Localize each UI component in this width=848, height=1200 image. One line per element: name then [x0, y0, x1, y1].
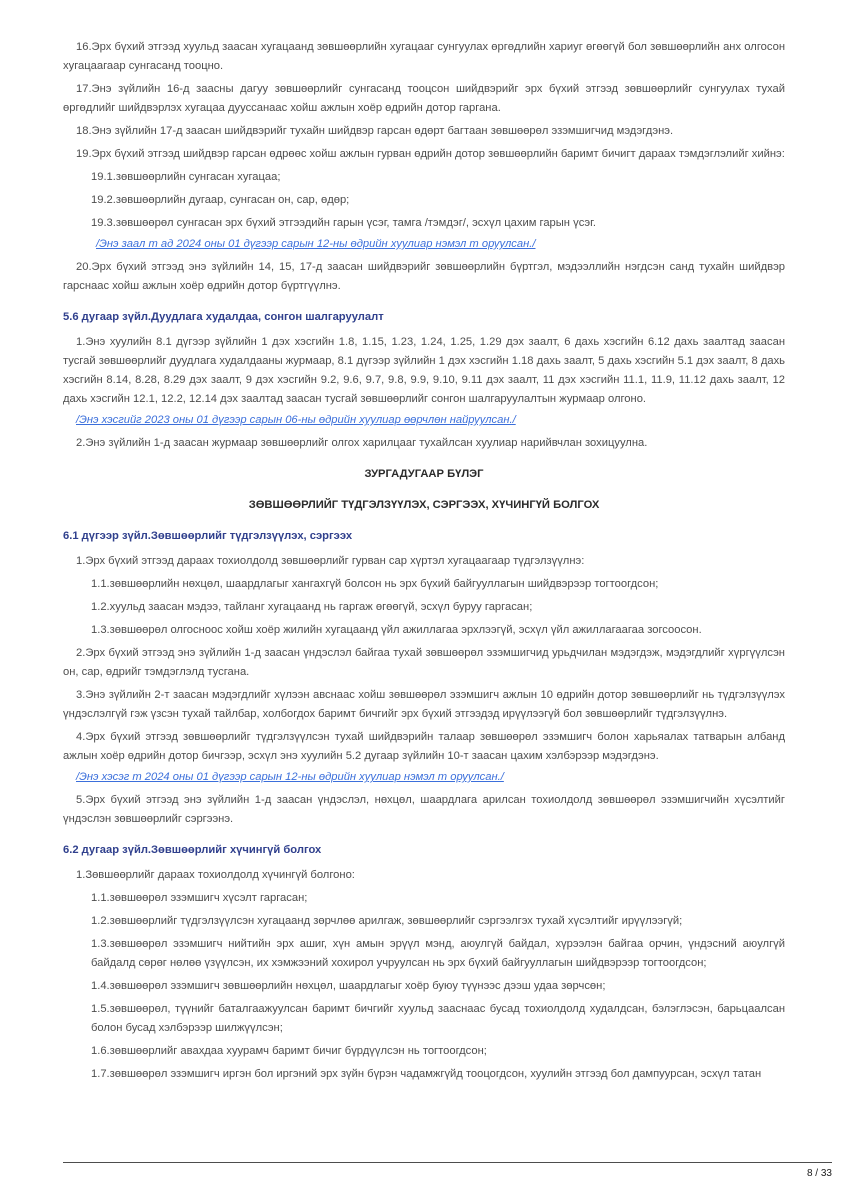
page-footer	[63, 1162, 832, 1181]
amendment-note-19-3[interactable]: /Энэ заал т ад 2024 оны 01 дүгээр сарын 12-ны өдрийн хуулиар нэмэл т оруулсан./	[96, 238, 536, 250]
subitem-6-2-1-2: 1.2.зөвшөөрлийг түдгэлзүүлсэн хугацаанд зөрчлөө арилгаж, зөвшөөрлийг сэргээлгэх тухай хүсэлтийг ирүүлээгүй;	[91, 915, 683, 927]
paragraph-6-1-3: 3.Энэ зүйлийн 2-т заасан мэдэгдлийг хүлээн авснаас хойш зөвшөөрөл эзэмшигч ажлын 10 өдрийн дотор зөвшөөрлийг нь түдгэлзүүлэх үндэслэлгүй гэж үзсэн тухай тайлбар, холбогдох баримт бичгийг эрх бүхий этгээдэд ирүүлээгүй бол зөвшөөрлийг түдгэлзүүлнэ.	[63, 689, 785, 720]
section-heading-5-6: 5.6 дугаар зүйл.Дуудлага худалдаа, сонгон шалгаруулалт	[63, 311, 384, 323]
amendment-note-6-1-4[interactable]: /Энэ хэсэг т 2024 оны 01 дүгээр сарын 12-ны өдрийн хуулиар нэмэл т оруулсан./	[76, 771, 504, 783]
page-number: 8 / 33	[806, 1168, 832, 1179]
subitem-6-1-1-3: 1.3.зөвшөөрөл олгосноос хойш хоёр жилийн хугацаанд үйл ажиллагаа эрхлээгүй, эсхүл үйл ажиллагаагаа зогсоосон.	[91, 624, 702, 636]
subitem-19-3: 19.3.зөвшөөрөл сунгасан эрх бүхий этгээдийн гарын үсэг, тамга /тэмдэг/, эсхүл цахим гарын үсэг.	[91, 217, 596, 229]
subitem-6-1-1-2: 1.2.хуульд заасан мэдээ, тайланг хугацаанд нь гаргаж өгөөгүй, эсхүл буруу гаргасан;	[91, 601, 533, 613]
paragraph-6-1-2: 2.Эрх бүхий этгээд энэ зүйлийн 1-д заасан үндэслэл байгаа тухай зөвшөөрөл эзэмшигчид урьдчилан мэдэгдэж, мэдэгдлийг хүргүүлсэн он, сар, өдрийг тэмдэглэлд тусгана.	[63, 647, 785, 678]
subitem-19-1: 19.1.зөвшөөрлийн сунгасан хугацаа;	[91, 171, 281, 183]
subitem-19-2: 19.2.зөвшөөрлийн дугаар, сунгасан он, сар, өдөр;	[91, 194, 350, 206]
subitem-6-2-1-7: 1.7.зөвшөөрөл эзэмшигч иргэн бол иргэний эрх зүйн бүрэн чадамжгүйд тооцогдсон, хуулийн этгээд бол дампуурсан, эсхүл татан	[91, 1068, 762, 1080]
paragraph-5-6-2: 2.Энэ зүйлийн 1-д заасан журмаар зөвшөөрлийг олгох харилцааг тухайлсан хуулиар нарийвчлан зохицуулна.	[76, 437, 648, 449]
subitem-6-2-1-5: 1.5.зөвшөөрөл, түүнийг баталгаажуулсан баримт бичгийг хуульд зааснаас бусад тохиолдолд худалдсан, бэлэглэсэн, барьцаалсан болон бусад хэлбэрээр шилжүүлсэн;	[91, 1003, 785, 1034]
paragraph-6-1-4: 4.Эрх бүхий этгээд зөвшөөрлийг түдгэлзүүлсэн тухай шийдвэрийн талаар зөвшөөрөл эзэмшигч болон харьяалах татварын албанд ажлын хоёр өдрийн дотор бичгээр, эсхүл энэ хуулийн 5.2 дугаар зүйлийн 10-т заасан цахим хэлбэрээр мэдэгдэнэ.	[63, 731, 785, 762]
paragraph-6-1-5: 5.Эрх бүхий этгээд энэ зүйлийн 1-д заасан үндэслэл, нөхцөл, шаардлага арилсан тохиолдолд зөвшөөрөл эзэмшигчийн хүсэлтийг үндэслэн зөвшөөрлийг сэргээнэ.	[63, 794, 785, 825]
section-heading-6-1: 6.1 дүгээр зүйл.Зөвшөөрлийг түдгэлзүүлэх, сэргээх	[63, 530, 353, 542]
paragraph-19: 19.Эрх бүхий этгээд шийдвэр гарсан өдрөөс хойш ажлын гурван өдрийн дотор зөвшөөрлийн баримт бичигт дараах тэмдэглэлийг хийнэ:	[76, 148, 785, 160]
amendment-note-5-6-1[interactable]: /Энэ хэсгийг 2023 оны 01 дүгээр сарын 06-ны өдрийн хуулиар өөрчлөн найруулсан./	[76, 414, 516, 426]
paragraph-20: 20.Эрх бүхий этгээд энэ зүйлийн 14, 15, 17-д заасан шийдвэрийг зөвшөөрлийн бүртгэл, мэдээллийн нэгдсэн санд тухайн шийдвэр гарснаас хойш ажлын хоёр өдрийн дотор бүртгүүлнэ.	[63, 261, 785, 292]
paragraph-6-1-1: 1.Эрх бүхий этгээд дараах тохиолдолд зөвшөөрлийг гурван сар хүртэл хугацаагаар түдгэлзүүлнэ:	[76, 555, 585, 567]
paragraph-17: 17.Энэ зүйлийн 16-д заасны дагуу зөвшөөрлийг сунгасанд тооцсон шийдвэрийг эрх бүхий этгээд зөвшөөрлийг сунгуулах тухай өргөдлийг шийдвэрлэх хугацаа дууссанаас хойш ажлын хоёр өдрийн дотор гаргана.	[63, 83, 785, 114]
subitem-6-2-1-1: 1.1.зөвшөөрөл эзэмшигч хүсэлт гаргасан;	[91, 892, 308, 904]
subitem-6-2-1-6: 1.6.зөвшөөрлийг авахдаа хуурамч баримт бичиг бүрдүүлсэн нь тогтоогдсон;	[91, 1045, 487, 1057]
paragraph-18: 18.Энэ зүйлийн 17-д заасан шийдвэрийг тухайн шийдвэр гарсан өдөрт багтаан зөвшөөрөл эзэмшигчид мэдэгдэнэ.	[76, 125, 674, 137]
section-heading-6-2: 6.2 дугаар зүйл.Зөвшөөрлийг хүчингүй болгох	[63, 844, 322, 856]
subitem-6-2-1-3: 1.3.зөвшөөрөл эзэмшигч нийтийн эрх ашиг, хүн амын эрүүл мэнд, аюулгүй байдал, хүрээлэн байгаа орчин, үндэсний аюулгүй байдалд сөрөг нөлөө үзүүлсэн, их хэмжээний хохирол учруулсан нь эрх бүхий байгууллагын шийдвэрээр тогтоогдсон;	[91, 938, 785, 969]
subitem-6-1-1-1: 1.1.зөвшөөрлийн нөхцөл, шаардлагыг хангахгүй болсон нь эрх бүхий байгууллагын шийдвэрээр тогтоогдсон;	[91, 578, 659, 590]
chapter-number-title: ЗУРГАДУГААР БҮЛЭГ	[364, 468, 484, 480]
paragraph-16: 16.Эрх бүхий этгээд хуульд заасан хугацаанд зөвшөөрлийн хугацааг сунгуулах өргөдлийн хариуг өгөөгүй бол зөвшөөрлийн анх олгосон хугацаагаар сунгасанд тооцно.	[63, 41, 785, 72]
chapter-name-title: ЗӨВШӨӨРЛИЙГ ТҮДГЭЛЗҮҮЛЭХ, СЭРГЭЭХ, ХҮЧИНГҮЙ БОЛГОХ	[248, 499, 600, 511]
paragraph-5-6-1: 1.Энэ хуулийн 8.1 дүгээр зүйлийн 1 дэх хэсгийн 1.8, 1.15, 1.23, 1.24, 1.25, 1.29 дэх заалт, 6 дахь хэсгийн 6.12 дахь заалтад заасан тусгай зөвшөөрлийг дуудлага худалдааны журмаар, 8.1 дүгээр зүйлийн 1 дэх хэсгийн 1.18 дахь заалт, 5 дахь хэсгийн 5.1 дэх заалт, 8 дахь хэсгийн 8.14, 8.28, 8.29 дэх заалт, 9 дэх хэсгийн 9.2, 9.6, 9.7, 9.8, 9.9, 9.10, 9.11 дэх заалт, 11 дэх хэсгийн 11.1, 11.9, 11.12 дахь заалт, 12 дахь хэсгийн 12.1, 12.2, 12.14 дэх заалтад заасан тусгай зөвшөөрлийг сонгон шалгаруулалтын журмаар олгоно.	[63, 336, 785, 405]
paragraph-6-2-1: 1.Зөвшөөрлийг дараах тохиолдолд хүчингүй болгоно:	[76, 869, 355, 881]
subitem-6-2-1-4: 1.4.зөвшөөрөл эзэмшигч зөвшөөрлийн нөхцөл, шаардлагыг хоёр буюу түүнээс дээш удаа зөрчсөн;	[91, 980, 606, 992]
